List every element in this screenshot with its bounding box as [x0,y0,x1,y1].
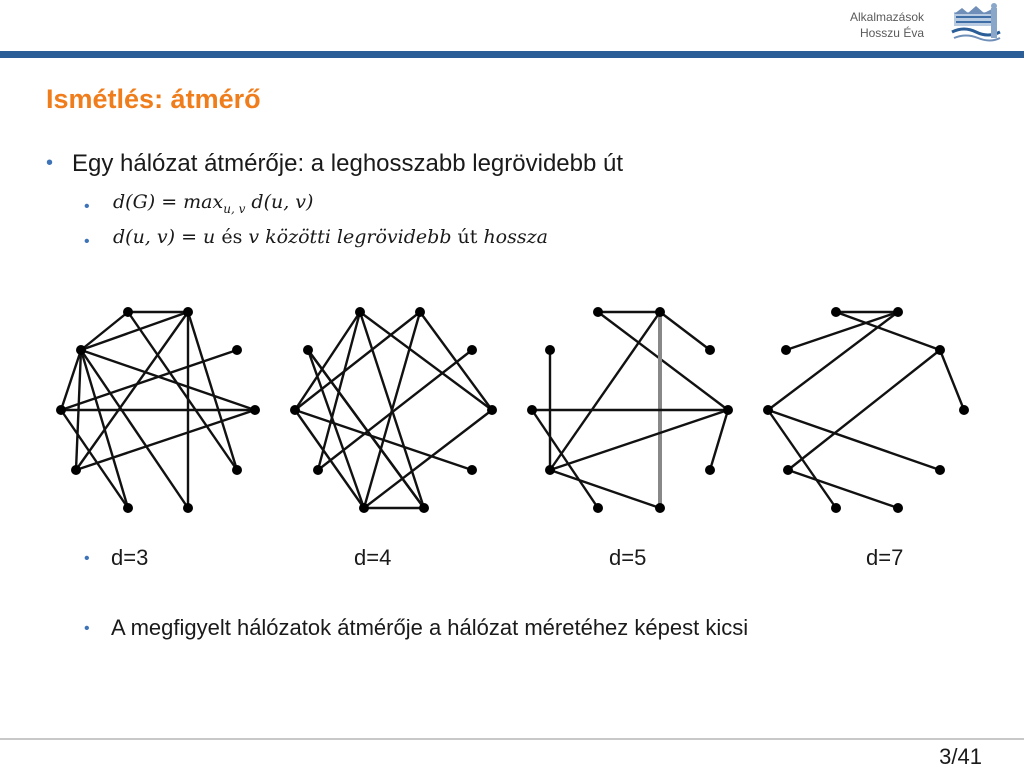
university-logo-icon [948,2,1004,46]
graph-diameter-4 [290,307,497,513]
main-bullet-text: Egy hálózat átmérője: a leghosszabb legrövidebb út [72,150,624,177]
graph-diameter-5 [527,307,733,513]
bullet-icon: • [84,550,90,567]
bullet-icon: • [84,233,90,250]
network-graphs-figure [40,298,980,520]
diameter-label-2: d=4 [354,545,392,570]
header-course-info [850,9,924,41]
diameter-formula: $d(G) = \max_{u, v} d(u$, v) [113,191,314,216]
diameter-label-1: d=3 [111,545,149,570]
bullet-icon: • [84,620,90,637]
header-bar [0,51,1024,58]
course-title: Alkalmazások [849,10,924,24]
distance-formula: d(u, v) = u és v közötti legrövidebb út hossza [113,226,548,248]
diameter-label-4: d=7 [866,545,904,570]
bullet-icon: • [46,152,54,174]
slide-title: Ismétlés: átmérő [46,84,261,114]
graph-diameter-3 [56,307,260,513]
author-name: Hosszu Éva [859,26,924,40]
conclusion-text: A megfigyelt hálózatok átmérője a hálózat méretéhez képest kicsi [111,615,749,640]
diameter-label-3: d=5 [609,545,647,570]
footer-rule [0,738,1024,740]
bullet-icon: • [84,198,90,215]
graph-diameter-7 [763,307,969,513]
page-number: 3/41 [939,744,982,769]
